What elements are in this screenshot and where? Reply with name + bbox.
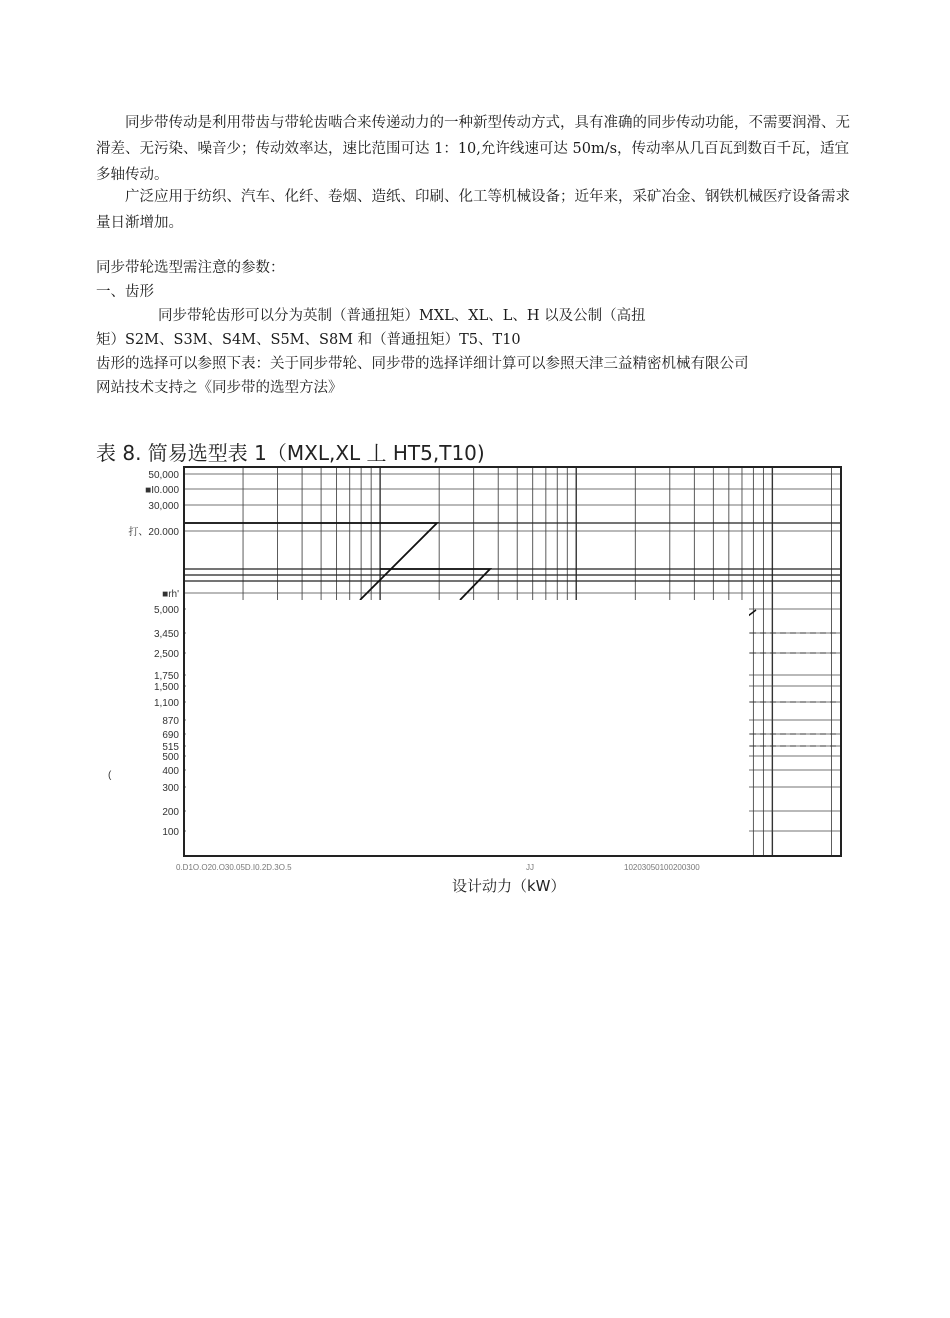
y-tick-label: 200: [162, 807, 179, 818]
y-tick-label: 690: [162, 730, 179, 741]
x-tick-labels-left: 0.D1O.O20.O30.05D.I0.2D.3O.5: [176, 863, 292, 872]
tooth-profile-line-1: 同步带轮齿形可以分为英制（普通扭矩）MXL、XL、L、H 以及公制（高扭: [158, 308, 646, 324]
y-tick-label: 500: [162, 752, 179, 763]
y-tick-label: 400: [162, 766, 179, 777]
x-tick-labels-right: 10203050100200300: [624, 863, 700, 872]
selection-heading: 同步带轮选型需注意的参数：: [96, 260, 285, 276]
zone-boundary-3: [748, 610, 756, 616]
x-tick-labels-mid: JJ: [526, 863, 534, 872]
y-tick-label: 300: [162, 783, 179, 794]
y-tick-label: 打、20.000: [128, 527, 179, 538]
y-tick-label: 100: [162, 827, 179, 838]
application-paragraph: 广泛应用于纺织、汽车、化纤、卷烟、造纸、印刷、化工等机械设备；近年来，采矿冶金、钢铁机械医疗设备需求量日渐增加。: [96, 189, 850, 231]
y-tick-label: 870: [162, 716, 179, 727]
y-tick-label: 5,000: [153, 605, 179, 616]
y-tick-label: 50,000: [148, 470, 179, 481]
y-tick-label: 1,500: [153, 682, 179, 693]
tooth-profile-line-2: 矩）S2M、S3M、S4M、S5M、S8M 和（普通扭矩）T5、T10: [96, 332, 521, 348]
reference-line-1: 齿形的选择可以参照下表：关于同步带轮、同步带的选择详细计算可以参照天津三益精密机械有限公司: [96, 356, 749, 372]
y-tick-label: 3,450: [153, 629, 179, 640]
y-tick-label: 515: [162, 742, 179, 753]
zone-boundary-1: [184, 523, 437, 600]
y-axis-labels: [128, 470, 179, 838]
y-tick-label: 1,750: [153, 671, 179, 682]
y-tick-label: 2,500: [153, 649, 179, 660]
y-tick-label: 30,000: [148, 501, 179, 512]
x-axis-title: 设计动力（kW）: [452, 877, 566, 895]
chart-blank-area: [186, 600, 749, 855]
y-tick-label: 1,100: [153, 698, 179, 709]
reference-line-2: 网站技术支持之《同步带的选型方法》: [96, 380, 343, 396]
table-title: 表 8. 简易选型表 1（MXL,XL 丄 HT5,T10): [96, 441, 485, 465]
y-tick-label: ■rh': [162, 589, 179, 600]
section-tooth-profile: 一、齿形: [96, 284, 154, 300]
intro-paragraph: 同步带传动是利用带齿与带轮齿啮合来传递动力的一种新型传动方式，具有准确的同步传动功能，不需要润滑、无滑差、无污染、噪音少；传动效率达，速比范围可达 1：10,允许线速可达 50m/s，传动率从几百瓦到数百千瓦，适宜多轴传动。: [96, 115, 850, 183]
y-tick-label: ■I0.000: [145, 485, 179, 496]
chart-annotation: (: [108, 770, 112, 781]
